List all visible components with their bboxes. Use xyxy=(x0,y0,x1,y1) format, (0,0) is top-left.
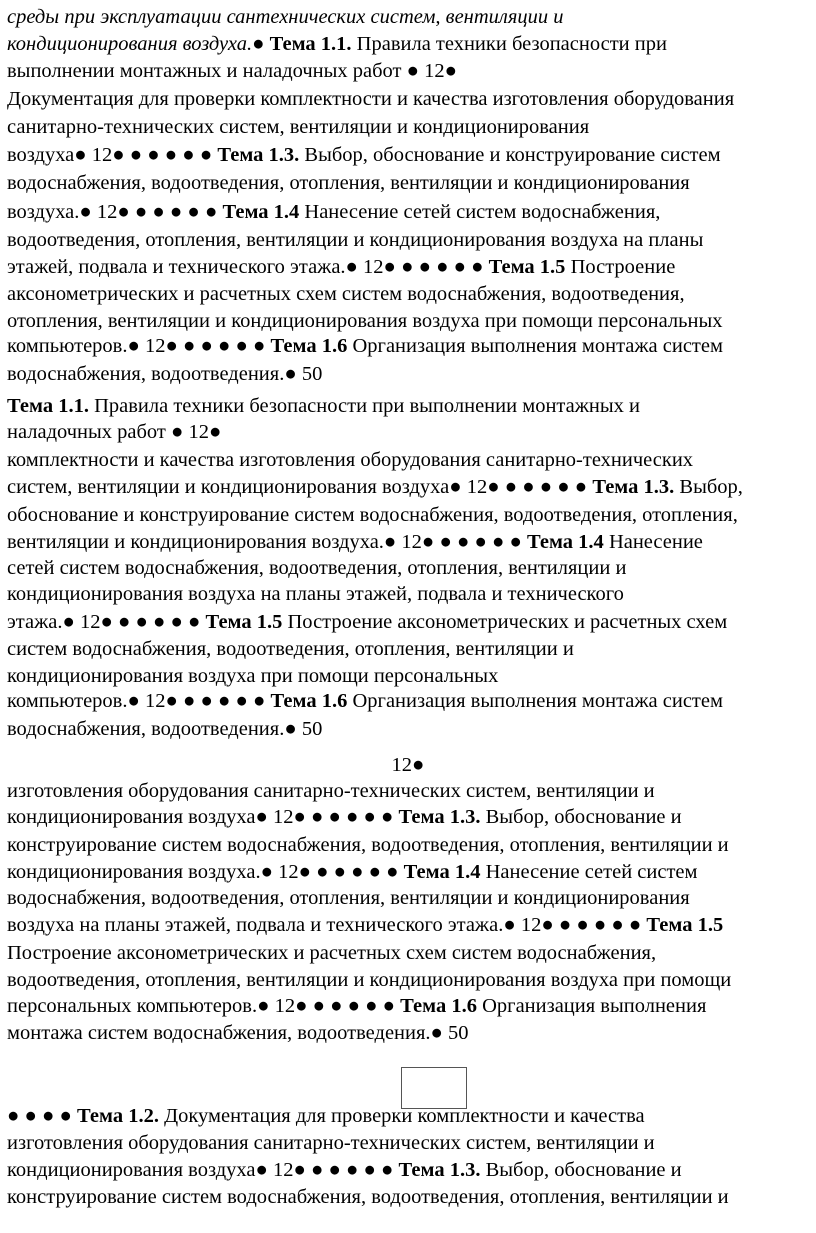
text-run: Выбор, xyxy=(674,476,743,498)
text-line xyxy=(7,4,563,30)
text-run: обоснование и конструирование систем водоснабжения, водоотведения, отопления, xyxy=(7,504,738,526)
text-run: 12● xyxy=(391,754,425,776)
text-line xyxy=(7,832,729,858)
text-line xyxy=(7,1103,645,1129)
text-run: отопления, вентиляции и кондиционирования воздуха при помощи персональных xyxy=(7,310,723,332)
text-run: Выбор, обоснование и xyxy=(480,806,682,828)
text-line xyxy=(7,912,723,938)
text-run: комплектности и качества изготовления оборудования санитарно-технических xyxy=(7,449,694,471)
text-run: Нанесение сетей систем водоснабжения, xyxy=(299,201,661,223)
text-run: сетей систем водоснабжения, водоотведения, отопления, вентиляции и xyxy=(7,557,627,579)
text-run: среды при эксплуатации сантехнических систем, вентиляции и xyxy=(7,6,564,28)
text-line xyxy=(7,940,656,966)
text-line xyxy=(7,581,624,607)
text-line xyxy=(7,333,723,359)
text-run: Нанесение сетей систем xyxy=(480,861,698,883)
text-line xyxy=(7,361,322,387)
topic-heading: Тема 1.3. xyxy=(217,144,300,166)
text-line xyxy=(7,308,723,334)
text-run: кондиционирования воздуха при помощи персональных xyxy=(7,665,499,687)
text-run: водоснабжения, водоотведения, отопления, вентиляции и кондиционирования xyxy=(7,172,690,194)
text-line xyxy=(7,885,690,911)
text-line xyxy=(7,58,457,84)
text-run: монтажа систем водоснабжения, водоотведения.● 50 xyxy=(7,1022,469,1044)
text-line xyxy=(7,967,731,993)
text-run: кондиционирования воздуха на планы этажей, подвала и технического xyxy=(7,583,624,605)
text-run: санитарно-технических систем, вентиляции и кондиционирования xyxy=(7,116,590,138)
text-run: водоотведения, отопления, вентиляции и кондиционирования воздуха при помощи xyxy=(7,969,732,991)
text-line xyxy=(7,1184,729,1210)
topic-heading: Тема 1.3. xyxy=(398,1159,481,1181)
text-run: выполнении монтажных и наладочных работ ● 12● xyxy=(7,60,458,82)
text-line xyxy=(7,1130,655,1156)
topic-heading: Тема 1.3. xyxy=(592,476,675,498)
text-run: Нанесение xyxy=(603,531,703,553)
topic-heading: Тема 1.4 xyxy=(222,201,300,223)
text-run: персональных компьютеров.● 12● ● ● ● ● ● xyxy=(7,995,401,1017)
text-run: аксонометрических и расчетных схем систем водоснабжения, водоотведения, xyxy=(7,283,685,305)
text-line xyxy=(7,636,574,662)
topic-heading: Тема 1.1. xyxy=(269,33,352,55)
text-line xyxy=(7,859,698,885)
text-line xyxy=(7,170,690,196)
text-line xyxy=(7,663,498,689)
text-run: водоснабжения, водоотведения, отопления, вентиляции и кондиционирования xyxy=(7,887,690,909)
text-line xyxy=(7,393,640,419)
text-line xyxy=(7,474,743,500)
text-run: водоснабжения, водоотведения.● 50 xyxy=(7,718,323,740)
text-run: воздуха.● 12● ● ● ● ● ● xyxy=(7,201,223,223)
text-run: кондиционирования воздуха● 12● ● ● ● ● ● xyxy=(7,806,399,828)
text-line xyxy=(7,227,703,253)
text-run: конструирование систем водоснабжения, водоотведения, отопления, вентиляции и xyxy=(7,1186,729,1208)
text-run: Документация для проверки комплектности и качества изготовления оборудования xyxy=(7,88,735,110)
text-run: водоотведения, отопления, вентиляции и кондиционирования воздуха на планы xyxy=(7,229,704,251)
topic-heading: Тема 1.3. xyxy=(398,806,481,828)
topic-heading: Тема 1.5 xyxy=(205,611,283,633)
text-line xyxy=(7,447,693,473)
text-line xyxy=(7,609,727,635)
text-line xyxy=(7,529,703,555)
topic-heading: Тема 1.2. xyxy=(77,1105,159,1127)
text-run: кондиционирования воздуха. xyxy=(7,33,253,55)
text-line xyxy=(7,804,682,830)
text-run: водоснабжения, водоотведения.● 50 xyxy=(7,363,323,385)
text-run: воздуха● 12● ● ● ● ● ● xyxy=(7,144,218,166)
text-run: систем, вентиляции и кондиционирования воздуха● 12● ● ● ● ● ● xyxy=(7,476,593,498)
text-run: наладочных работ ● 12● xyxy=(7,421,222,443)
text-line xyxy=(7,1020,469,1046)
topic-heading: Тема 1.4 xyxy=(403,861,481,883)
text-line xyxy=(7,281,685,307)
text-line xyxy=(7,86,734,112)
text-run: Правила техники безопасности при xyxy=(351,33,667,55)
text-line xyxy=(7,688,723,714)
topic-heading: Тема 1.5 xyxy=(488,256,566,278)
text-run: Организация выполнения монтажа систем xyxy=(347,335,723,357)
text-run: Организация выполнения монтажа систем xyxy=(347,690,723,712)
text-run: воздуха на планы этажей, подвала и технического этажа.● 12● ● ● ● ● ● xyxy=(7,914,647,936)
text-run: ● ● ● ● xyxy=(7,1105,78,1127)
text-line xyxy=(7,716,322,742)
text-line xyxy=(7,114,589,140)
text-run: компьютеров.● 12● ● ● ● ● ● xyxy=(7,690,271,712)
text-run: компьютеров.● 12● ● ● ● ● ● xyxy=(7,335,271,357)
text-line xyxy=(7,142,721,168)
text-run: Выбор, обоснование и конструирование систем xyxy=(299,144,721,166)
topic-heading: Тема 1.6 xyxy=(400,995,477,1017)
text-line xyxy=(7,31,667,57)
text-run: кондиционирования воздуха.● 12● ● ● ● ● ● xyxy=(7,861,404,883)
text-run: Правила техники безопасности при выполнении монтажных и xyxy=(88,395,640,417)
text-run: изготовления оборудования санитарно-технических систем, вентиляции и xyxy=(7,1132,655,1154)
text-run: конструирование систем водоснабжения, водоотведения, отопления, вентиляции и xyxy=(7,834,729,856)
text-line xyxy=(7,199,660,225)
text-run: ● xyxy=(252,33,270,55)
text-run: Построение аксонометрических и расчетных схем систем водоснабжения, xyxy=(7,942,657,964)
text-run: Построение аксонометрических и расчетных схем xyxy=(282,611,728,633)
text-run: систем водоснабжения, водоотведения, отопления, вентиляции и xyxy=(7,638,574,660)
text-run: Документация для проверки комплектности и качества xyxy=(158,1105,645,1127)
text-run: Выбор, обоснование и xyxy=(480,1159,682,1181)
text-run: вентиляции и кондиционирования воздуха.● 12● ● ● ● ● ● xyxy=(7,531,527,553)
text-line xyxy=(7,419,221,445)
text-run: этажа.● 12● ● ● ● ● ● xyxy=(7,611,206,633)
text-line xyxy=(7,555,626,581)
topic-heading: Тема 1.6 xyxy=(270,690,348,712)
text-line xyxy=(7,778,655,804)
text-run: Организация выполнения xyxy=(476,995,707,1017)
text-run: изготовления оборудования санитарно-технических систем, вентиляции и xyxy=(7,780,655,802)
text-run: кондиционирования воздуха● 12● ● ● ● ● ● xyxy=(7,1159,399,1181)
text-line xyxy=(7,993,706,1019)
empty-figure-box xyxy=(401,1067,467,1109)
text-line xyxy=(7,254,675,280)
topic-heading: Тема 1.4 xyxy=(526,531,604,553)
text-run: этажей, подвала и технического этажа.● 12● ● ● ● ● ● xyxy=(7,256,489,278)
text-line xyxy=(7,502,738,528)
topic-heading: Тема 1.1. xyxy=(7,395,89,417)
text-run: Построение xyxy=(565,256,676,278)
text-line xyxy=(0,752,816,778)
text-line xyxy=(7,1157,682,1183)
topic-heading: Тема 1.5 xyxy=(646,914,724,936)
topic-heading: Тема 1.6 xyxy=(270,335,348,357)
